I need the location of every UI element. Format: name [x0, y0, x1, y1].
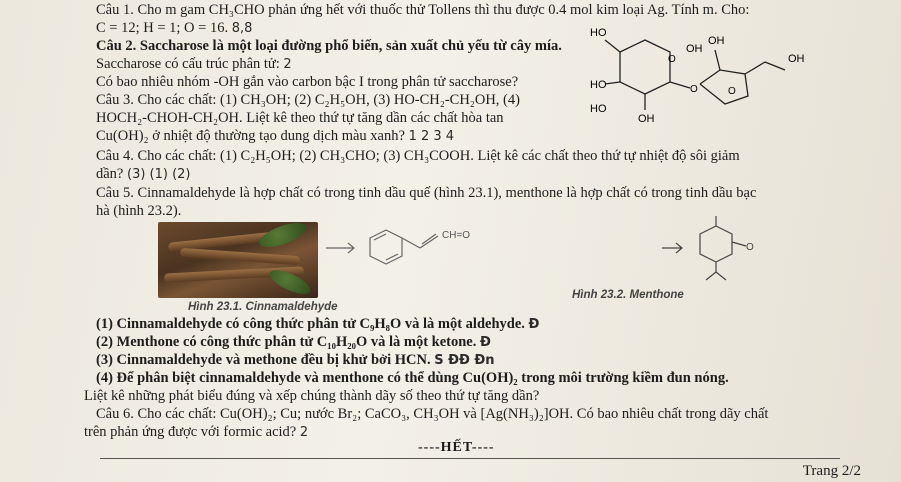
q5-instruction: [84, 388, 539, 405]
q4-text-2: dần?: [96, 166, 124, 182]
q5-stmt1-hand: Đ: [528, 317, 540, 332]
q1-consts: C = 12; H = 1; O = 16.: [96, 20, 229, 36]
footer-divider: [100, 458, 840, 459]
saccharose-label-oh-3: OH: [788, 53, 805, 65]
q5-statement-4: [96, 370, 729, 387]
q4-text-1: Câu 4. Cho các chất: (1) C₂H₅OH; (2) CH₃CHO; (3) CH₃COOH. Liệt kê các chất theo thứ tự nhiệt độ sôi giảm: [96, 148, 740, 164]
saccharose-label-oh-2: OH: [708, 35, 725, 47]
q2-text-2: Saccharose có cấu trúc phân tử:: [96, 56, 280, 72]
q5-text-1: Câu 5. Cinnamaldehyde là hợp chất có trong tinh dầu quế (hình 23.1), menthone là hợp chất có trong tinh dầu bạc: [96, 185, 757, 201]
page-number: Trang 2/2: [802, 463, 861, 479]
cinnamon-photo: [158, 222, 318, 298]
q5-stmt2-hand: Đ: [479, 335, 491, 350]
q5-stmt3-hand: S ĐĐ Đn: [434, 353, 495, 368]
q3-handwritten-answer: 1 2 3 4: [408, 129, 455, 144]
q5-statement-2: [96, 334, 491, 351]
saccharose-structure: [590, 22, 840, 132]
q5-statement-3: [96, 352, 495, 369]
q3-text-3: Cu(OH)₂ ở nhiệt độ thường tạo dung dịch màu xanh?: [96, 128, 405, 144]
saccharose-label-o-ring2: O: [728, 86, 736, 97]
saccharose-label-ho-1: HO: [590, 27, 607, 39]
q4-line2: [96, 166, 191, 183]
q5-stmt2-text: (2) Menthone có công thức phân tử C₁₀H₂₀O và là một ketone.: [96, 334, 477, 350]
q2-text-1: Câu 2. Saccharose là một loại đường phổ biến, sản xuất chủ yếu từ cây mía.: [96, 38, 562, 54]
q4-handwritten-answer: (3) (1) (2): [127, 167, 191, 182]
figure-23-2-caption: Hình 23.2. Menthone: [572, 289, 684, 301]
end-marker: ----HẾT----: [418, 440, 495, 455]
q5-statement-1: [96, 316, 539, 333]
q5-line1: [96, 185, 756, 202]
q6-text-1: Câu 6. Cho các chất: Cu(OH)₂; Cu; nước Br₂; CaCO₃, CH₃OH và [Ag(NH₃)₂]OH. Có bao nhiêu chất trong dãy chất: [96, 406, 769, 422]
q5-instruction-text: Liệt kê những phát biểu đúng và xếp chúng thành dãy số theo thứ tự tăng dần?: [84, 388, 540, 404]
q1-consts-line: [96, 20, 252, 37]
q3-text-2: HOCH₂-CHOH-CH₂OH. Liệt kê theo thứ tự tăng dần các chất hòa tan: [96, 110, 504, 126]
q5-stmt1-text: (1) Cinnamaldehyde có công thức phân tử C₉H₈O và là một aldehyde.: [96, 316, 525, 332]
saccharose-label-ho-3: HO: [590, 103, 607, 115]
q3-line2: [96, 110, 504, 127]
menthone-o-label: O: [746, 242, 754, 253]
saccharose-label-oh-1: OH: [686, 43, 703, 55]
q2-handwritten-answer: 2: [283, 57, 292, 72]
figure-23-1-caption: Hình 23.1. Cinnamaldehyde: [188, 301, 338, 313]
cinnamaldehyde-structure: [320, 222, 510, 282]
menthone-structure: [660, 214, 760, 286]
saccharose-label-o-link: O: [690, 84, 698, 95]
q5-text-2: hà (hình 23.2).: [96, 203, 182, 219]
cinnamaldehyde-cho-label: CH=O: [442, 230, 471, 241]
saccharose-label-oh-4: OH: [638, 113, 655, 125]
q2-text-3: Có bao nhiêu nhóm -OH gắn vào carbon bậc I trong phân tử saccharose?: [96, 74, 519, 90]
q4-line1: [96, 148, 740, 165]
q6-text-2: trên phản ứng được với formic acid?: [84, 424, 297, 440]
q5-stmt3-text: (3) Cinnamaldehyde và methone đều bị khử bởi HCN.: [96, 352, 431, 368]
q6-handwritten-answer: 2: [299, 425, 309, 440]
q6-line2: [84, 424, 308, 441]
q2-line3: [96, 74, 518, 91]
q3-text-1: Câu 3. Cho các chất: (1) CH₃OH; (2) C₂H₅OH, (3) HO-CH₂-CH₂OH, (4): [96, 92, 520, 108]
saccharose-label-ho-2: HO: [590, 79, 607, 91]
q1-text-body: Câu 1. Cho m gam CH₃CHO phản ứng hết với thuốc thử Tollens thì thu được 0.4 mol kim loại Ag. Tính m. Cho:: [96, 2, 750, 18]
q5-line2: [96, 203, 181, 220]
q1-handwritten-answer: 8,8: [231, 21, 253, 36]
q5-stmt4-text: (4) Để phân biệt cinnamaldehyde và menthone có thể dùng Cu(OH)₂ trong môi trường kiềm đun nóng.: [96, 370, 729, 386]
saccharose-label-o-ring1: O: [668, 54, 676, 65]
q2-line1: [96, 38, 562, 55]
q3-line3: [96, 128, 454, 145]
q6-line1: [96, 406, 768, 423]
q3-line1: [96, 92, 520, 109]
q2-line2: [96, 56, 292, 73]
q1-text: [96, 2, 749, 19]
